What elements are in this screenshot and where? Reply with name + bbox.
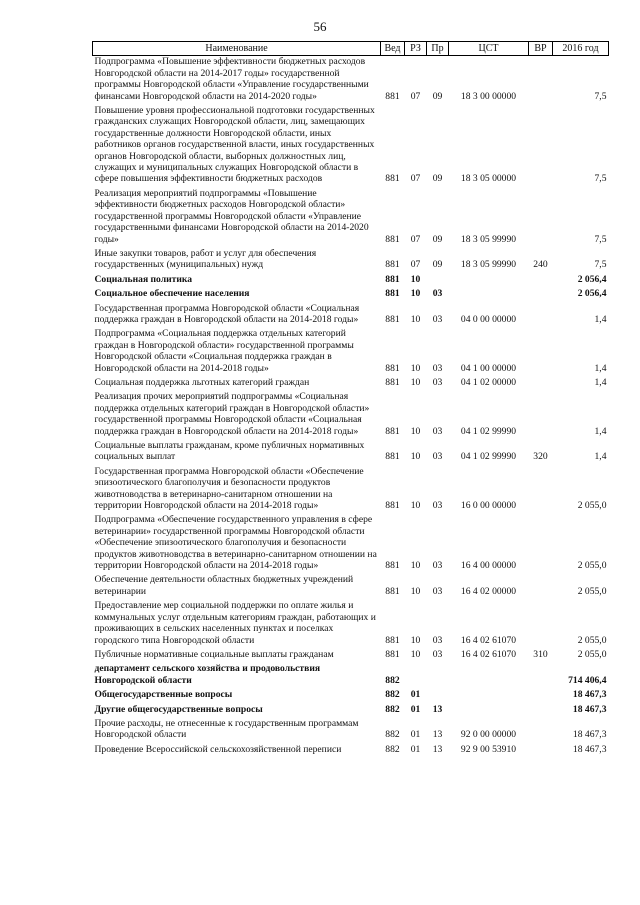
table-row [93, 514, 609, 574]
cell-cst: 18 3 05 99990 [460, 233, 517, 245]
cell-sum: 18 467,3 [572, 703, 607, 715]
cell-pr: 03 [432, 585, 443, 597]
cell-sum: 2 055,0 [577, 500, 607, 512]
header-rz: РЗ [405, 42, 427, 56]
cell-pr: 13 [432, 703, 443, 715]
header-row [93, 42, 609, 56]
cell-cst: 04 1 02 00000 [460, 376, 517, 388]
table-row [93, 649, 609, 663]
cell-name: Другие общегосударственные вопросы [94, 703, 263, 715]
table-row [93, 704, 609, 718]
cell-sum: 7,5 [594, 173, 607, 185]
table-row [93, 105, 609, 188]
table-row [93, 377, 609, 391]
cell-vr [529, 514, 553, 574]
header-pr: Пр [427, 42, 449, 56]
cell-sum: 18 467,3 [572, 729, 607, 741]
cell-name: Иные закупки товаров, работ и услуг для обеспечения государственных (муниципальных) нужд [94, 247, 317, 271]
header-name: Наименование [93, 42, 381, 56]
cell-pr: 09 [432, 233, 443, 245]
cell-name: Предоставление мер социальной поддержки по оплате жилья и коммунальных услуг отдельным категориям граждан, работающих и проживающих в сельских населенных пунктах и поселках городского типа Новгородской области [94, 600, 376, 646]
cell-name: Обеспечение деятельности областных бюджетных учреждений ветеринарии [94, 574, 354, 597]
cell-sum: 2 056,4 [577, 273, 607, 285]
cell-cst [449, 704, 529, 718]
cell-cst [449, 288, 529, 302]
cell-cst: 16 4 00 00000 [460, 560, 517, 572]
page-number: 56 [313, 19, 327, 34]
table-row [93, 466, 609, 515]
header-vr: ВР [529, 42, 553, 56]
cell-ved: 881 [385, 376, 400, 388]
table-row [93, 188, 609, 248]
cell-rz: 10 [410, 313, 421, 325]
table-row [93, 744, 609, 758]
cell-vr [529, 689, 553, 703]
cell-cst: 18 3 05 99990 [460, 259, 517, 271]
cell-ved: 881 [385, 425, 400, 437]
header-year: 2016 год [553, 42, 609, 56]
cell-vr: 320 [533, 451, 548, 463]
cell-ved: 882 [385, 743, 400, 755]
table-row [93, 248, 609, 274]
cell-ved: 881 [385, 313, 400, 325]
table-row [93, 328, 609, 377]
cell-sum: 1,4 [594, 425, 607, 437]
cell-ved: 881 [385, 259, 400, 271]
budget-table [92, 41, 609, 758]
header-cst: ЦСТ [449, 42, 529, 56]
cell-rz: 10 [410, 500, 421, 512]
cell-ved: 881 [385, 500, 400, 512]
cell-sum: 1,4 [594, 313, 607, 325]
cell-sum: 2 055,0 [577, 585, 607, 597]
table-row [93, 288, 609, 302]
cell-cst: 04 1 02 99990 [460, 451, 517, 463]
cell-sum: 7,5 [594, 233, 607, 245]
cell-name: Подпрограмма «Обеспечение государственного управления в сфере ветеринарии» государственной программы Новгородской области «Обеспечение эпизоотического благополучия и безопасности продуктов животноводства в ветеринарно-санитарном отношении на территории Новгородской области на 2014-2018 годы» [94, 514, 377, 572]
cell-sum: 2 055,0 [577, 634, 607, 646]
cell-sum: 18 467,3 [572, 743, 607, 755]
cell-ved: 881 [385, 634, 400, 646]
cell-ved: 882 [385, 703, 400, 715]
table-row [93, 303, 609, 329]
cell-cst: 04 0 00 00000 [460, 313, 517, 325]
cell-ved: 881 [385, 273, 400, 285]
table-body [93, 56, 609, 758]
cell-vr [529, 274, 553, 288]
table-row [93, 689, 609, 703]
cell-pr: 03 [432, 376, 443, 388]
cell-ved: 882 [385, 689, 400, 701]
cell-vr [529, 56, 553, 105]
cell-rz: 07 [410, 259, 421, 271]
cell-vr [529, 188, 553, 248]
cell-name: Подпрограмма «Повышение эффективности бюджетных расходов Новгородской области на 2014-2017 годы» государственной программы Новгородской области «Управление государственными финансами Новгородской области на 2014-2020 годы» [94, 56, 369, 102]
cell-rz: 01 [410, 729, 421, 741]
cell-cst: 92 0 00 00000 [460, 729, 517, 741]
cell-name: Государственная программа Новгородской области «Социальная поддержка граждан в Новгородской области на 2014-2018 годы» [94, 302, 360, 325]
cell-sum: 2 055,0 [577, 560, 607, 572]
cell-rz: 10 [410, 451, 421, 463]
cell-pr: 09 [432, 173, 443, 185]
cell-vr [529, 288, 553, 302]
cell-vr [529, 377, 553, 391]
cell-rz: 10 [410, 376, 421, 388]
cell-ved: 881 [385, 585, 400, 597]
cell-rz: 01 [410, 689, 421, 701]
cell-name: Реализация мероприятий подпрограммы «Повышение эффективности бюджетных расходов Новгородской области» государственной программы Новгородской области «Управление государственными финансами Новгородской области на 2014-2020 годы» [94, 187, 369, 245]
cell-name: Общегосударственные вопросы [94, 689, 233, 701]
cell-rz: 10 [410, 273, 421, 285]
table-row [93, 56, 609, 105]
cell-pr: 13 [432, 729, 443, 741]
cell-name: Реализация прочих мероприятий подпрограммы «Социальная поддержка отдельных категорий граждан в Новгородской области» государственной программы Новгородской области «Социальная поддержка граждан в Новгородской области на 2014-2018 годы» [94, 391, 370, 437]
cell-ved: 881 [385, 560, 400, 572]
cell-pr: 03 [432, 451, 443, 463]
cell-ved: 881 [385, 362, 400, 374]
cell-pr: 03 [432, 313, 443, 325]
cell-sum: 1,4 [594, 451, 607, 463]
cell-pr: 03 [432, 425, 443, 437]
cell-name: Проведение Всероссийской сельскохозяйственной переписи [94, 743, 342, 755]
cell-rz: 10 [410, 362, 421, 374]
cell-cst: 16 4 02 00000 [460, 585, 517, 597]
cell-sum: 2 056,4 [577, 288, 607, 300]
cell-name: Социальная поддержка льготных категорий граждан [94, 376, 310, 388]
cell-name: Публичные нормативные социальные выплаты гражданам [94, 648, 334, 660]
cell-vr: 310 [533, 648, 548, 660]
table-row [93, 391, 609, 440]
cell-ved: 881 [385, 233, 400, 245]
cell-sum: 2 055,0 [577, 648, 607, 660]
cell-rz: 07 [410, 233, 421, 245]
cell-sum: 7,5 [594, 90, 607, 102]
cell-name: Государственная программа Новгородской области «Обеспечение эпизоотического благополучия и безопасности продуктов животноводства в ветеринарно-санитарном отношении на территории Новгородской области на 2014-2018 годы» [94, 465, 364, 512]
cell-cst: 18 3 00 00000 [460, 90, 517, 102]
cell-cst: 18 3 05 00000 [460, 173, 517, 185]
cell-name: Прочие расходы, не отнесенные к государственным программам Новгородской области [94, 717, 359, 741]
cell-rz: 10 [410, 425, 421, 437]
cell-cst: 16 0 00 00000 [460, 500, 517, 512]
cell-rz: 10 [410, 560, 421, 572]
cell-ved: 881 [385, 90, 400, 102]
cell-pr [427, 274, 449, 288]
cell-cst: 16 4 02 61070 [460, 648, 517, 660]
cell-ved: 881 [385, 288, 400, 300]
cell-pr: 03 [432, 648, 443, 660]
table-row [93, 440, 609, 466]
cell-rz: 10 [410, 288, 421, 300]
cell-name: Повышение уровня профессиональной подготовки государственных гражданских служащих Новгородской области, лиц, замещающих государственные должности Новгородской области, иных работников органов государственной власти, иных государственных органов Новгородской области, выборных должностных лиц, служащих и муниципальных служащих Новгородской области в сфере повышения эффективности бюджетных расходов [94, 105, 375, 185]
cell-pr: 03 [432, 288, 443, 300]
cell-sum: 1,4 [594, 362, 607, 374]
cell-cst [449, 274, 529, 288]
cell-cst: 04 1 02 99990 [460, 425, 517, 437]
cell-rz: 10 [410, 585, 421, 597]
cell-vr [529, 718, 553, 744]
cell-pr: 03 [432, 500, 443, 512]
cell-pr: 03 [432, 634, 443, 646]
cell-ved: 882 [385, 729, 400, 741]
cell-name: Социальные выплаты гражданам, кроме публичных нормативных социальных выплат [94, 440, 365, 463]
cell-name: Социальная политика [94, 273, 193, 285]
cell-rz: 10 [410, 634, 421, 646]
cell-cst: 92 9 00 53910 [460, 743, 517, 755]
cell-vr [529, 574, 553, 600]
cell-vr [529, 744, 553, 758]
cell-vr [529, 704, 553, 718]
table-row [93, 718, 609, 744]
cell-rz: 07 [410, 173, 421, 185]
cell-pr [427, 663, 449, 689]
cell-sum: 7,5 [594, 259, 607, 271]
cell-vr [529, 663, 553, 689]
cell-vr [529, 105, 553, 188]
cell-cst: 04 1 00 00000 [460, 362, 517, 374]
header-ved: Вед [381, 42, 405, 56]
cell-pr: 03 [432, 560, 443, 572]
cell-name: Социальное обеспечение населения [94, 288, 250, 300]
cell-pr: 03 [432, 362, 443, 374]
cell-vr: 240 [533, 259, 548, 271]
table-row [93, 274, 609, 288]
cell-rz: 10 [410, 648, 421, 660]
cell-cst [449, 663, 529, 689]
cell-pr: 09 [432, 90, 443, 102]
table-row [93, 600, 609, 649]
cell-vr [529, 303, 553, 329]
cell-ved: 881 [385, 173, 400, 185]
cell-rz [405, 663, 427, 689]
cell-rz: 01 [410, 703, 421, 715]
table-row [93, 663, 609, 689]
cell-pr: 13 [432, 743, 443, 755]
cell-vr [529, 391, 553, 440]
cell-pr [427, 689, 449, 703]
cell-ved: 881 [385, 451, 400, 463]
cell-ved: 882 [385, 674, 400, 686]
cell-vr [529, 466, 553, 515]
cell-sum: 18 467,3 [572, 689, 607, 701]
cell-vr [529, 328, 553, 377]
cell-cst: 16 4 02 61070 [460, 634, 517, 646]
cell-rz: 07 [410, 90, 421, 102]
cell-name: департамент сельского хозяйства и продовольствия Новгородской области [94, 663, 321, 686]
cell-vr [529, 600, 553, 649]
cell-sum: 1,4 [594, 376, 607, 388]
cell-pr: 09 [432, 259, 443, 271]
cell-rz: 01 [410, 743, 421, 755]
cell-ved: 881 [385, 648, 400, 660]
table-header [93, 42, 609, 56]
table-row [93, 574, 609, 600]
cell-cst [449, 689, 529, 703]
cell-sum: 714 406,4 [568, 674, 607, 686]
cell-name: Подпрограмма «Социальная поддержка отдельных категорий граждан в Новгородской области» государственной программы Новгородской области «Социальная поддержка граждан в Новгородской области на 2014-2018 годы» [94, 328, 354, 374]
